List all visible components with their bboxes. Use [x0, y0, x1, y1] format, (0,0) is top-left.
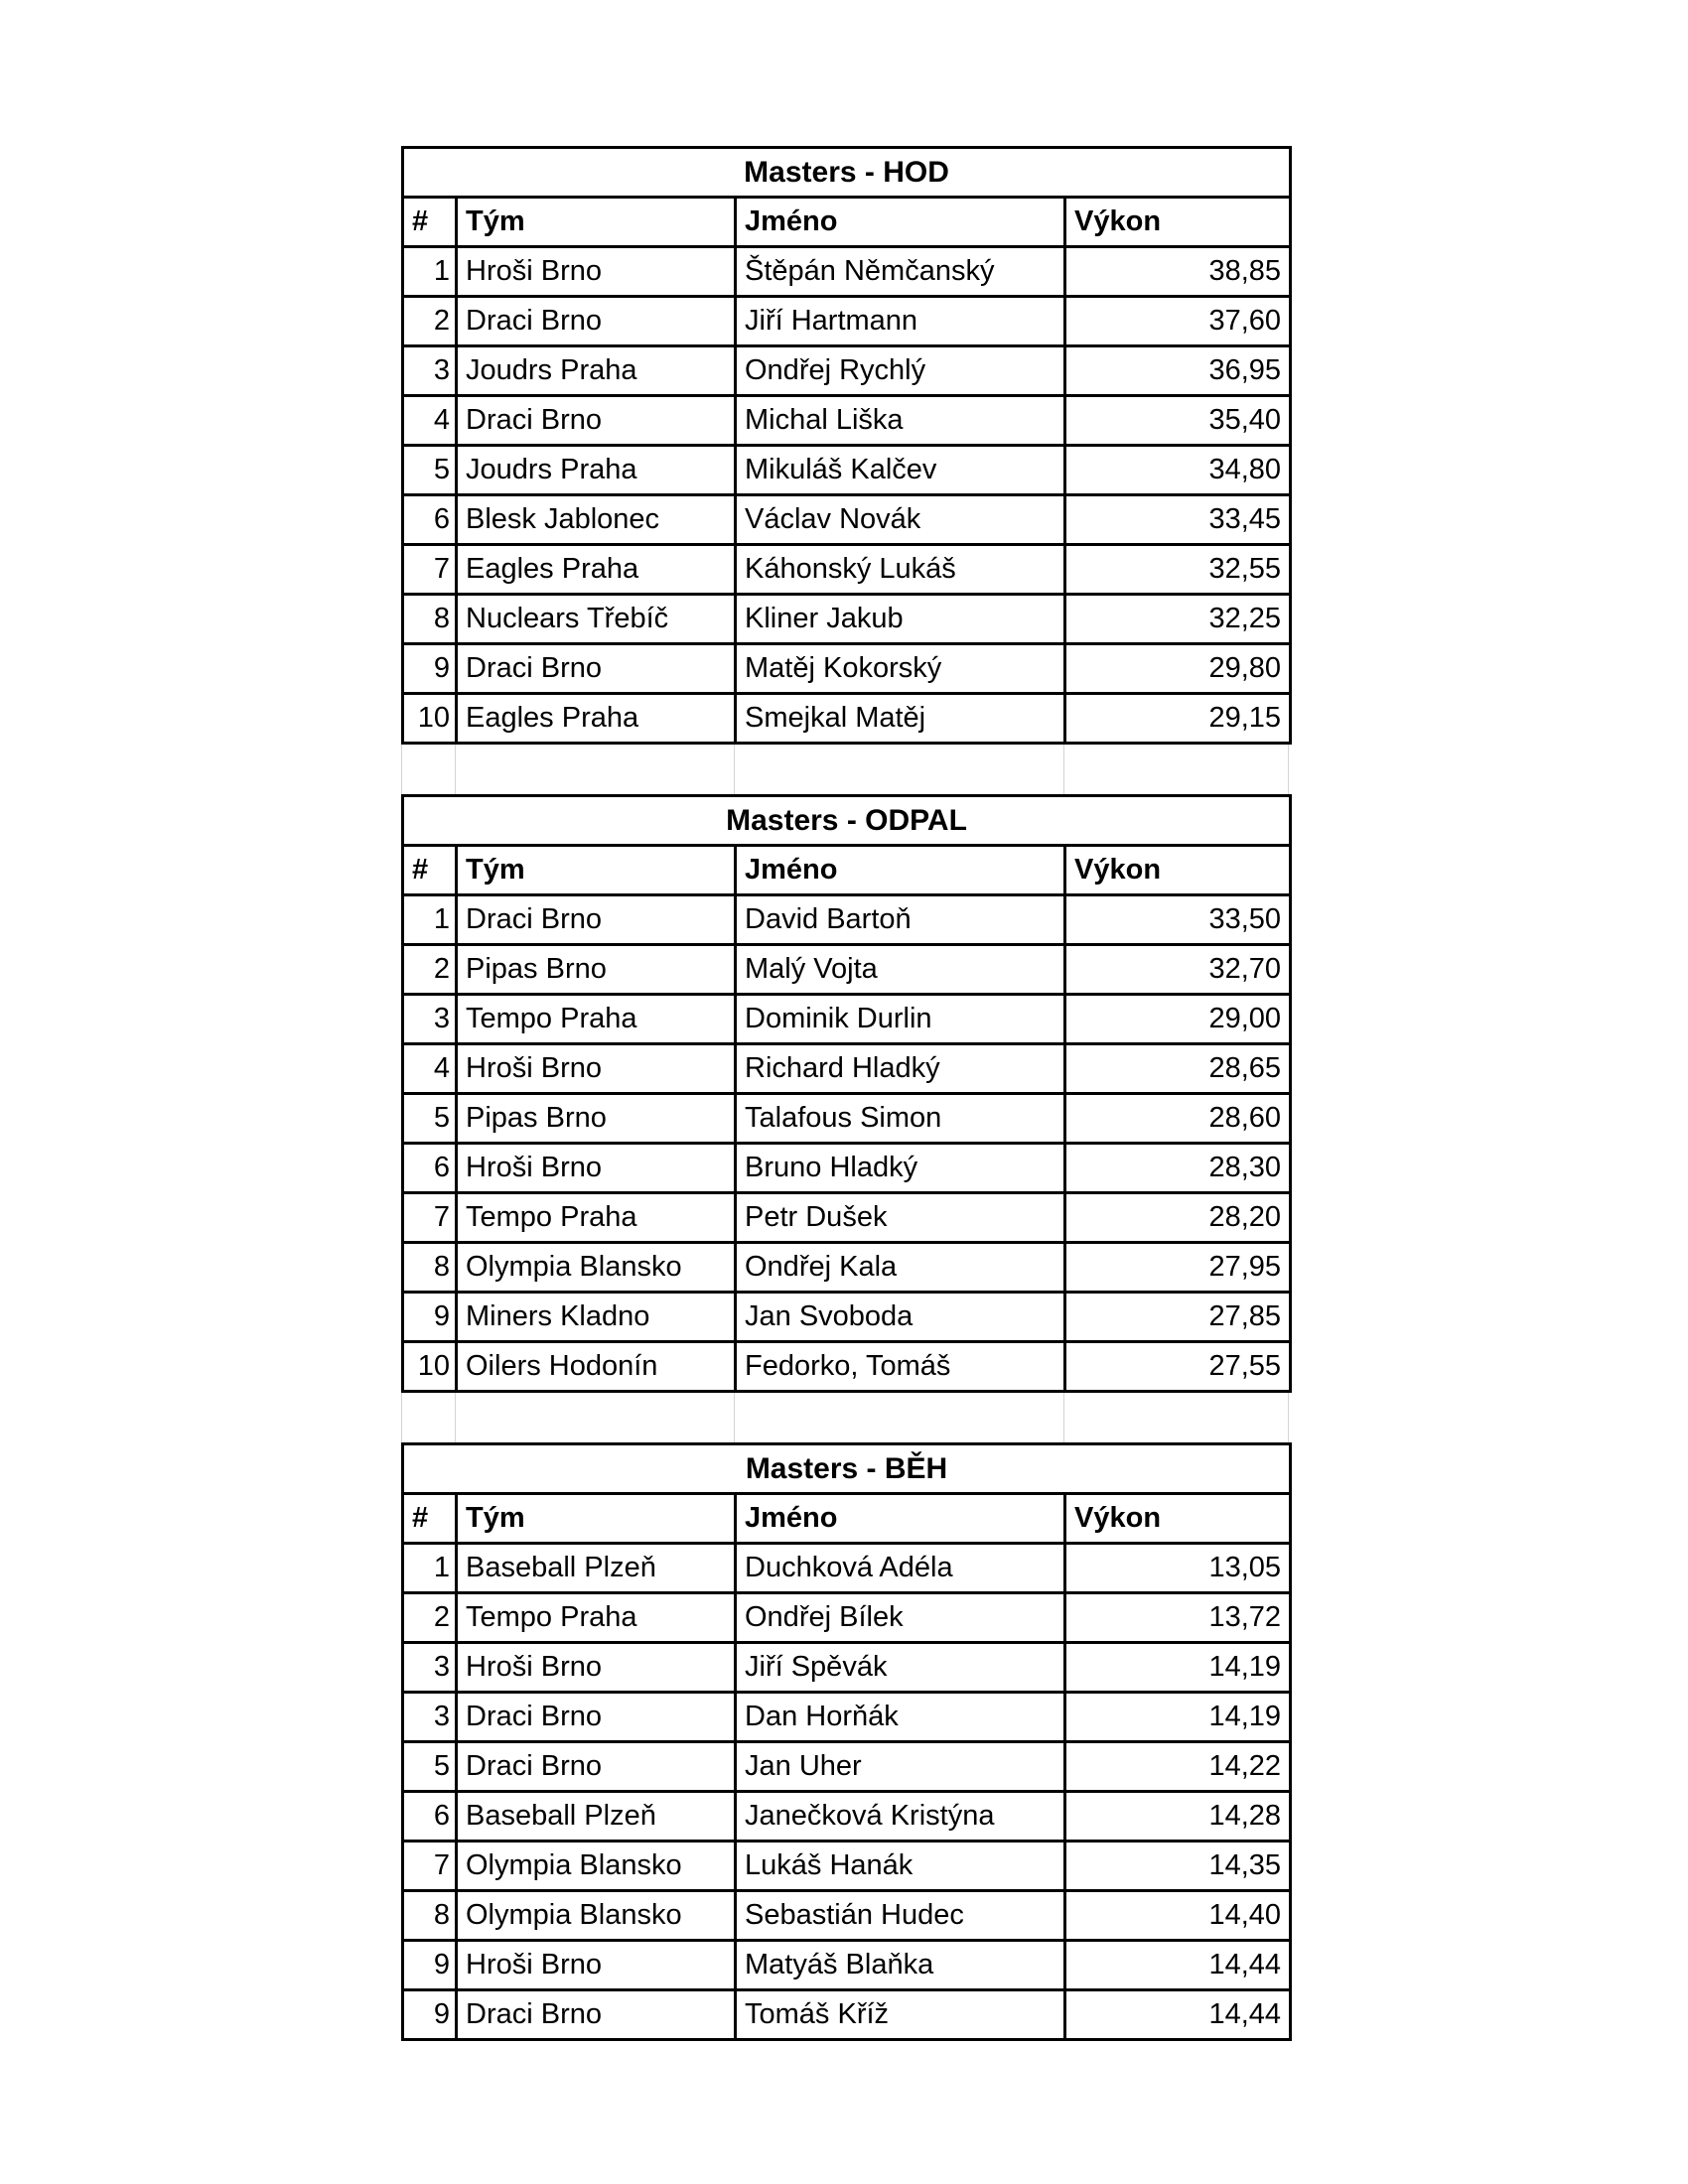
name-cell: Janečková Kristýna [736, 1792, 1065, 1842]
rank-cell: 7 [403, 1193, 457, 1243]
team-cell: Joudrs Praha [457, 346, 736, 396]
table-row [403, 694, 1291, 744]
table-row [403, 396, 1291, 446]
rank-cell: 4 [403, 396, 457, 446]
name-cell: Mikuláš Kalčev [736, 446, 1065, 495]
performance-cell: 29,15 [1065, 694, 1291, 744]
table-header-row [403, 198, 1291, 247]
rank-cell: 8 [403, 1243, 457, 1293]
name-cell: Dan Horňák [736, 1693, 1065, 1742]
table-row [403, 1094, 1291, 1144]
table-row [403, 346, 1291, 396]
team-cell: Draci Brno [457, 297, 736, 346]
team-cell: Draci Brno [457, 1742, 736, 1792]
performance-cell: 37,60 [1065, 297, 1291, 346]
performance-cell: 38,85 [1065, 247, 1291, 297]
team-cell: Tempo Praha [457, 1593, 736, 1643]
rank-cell: 7 [403, 545, 457, 595]
team-cell: Hroši Brno [457, 1044, 736, 1094]
table-row [403, 247, 1291, 297]
rank-cell: 2 [403, 1593, 457, 1643]
table-row [403, 1342, 1291, 1392]
table-row [403, 1193, 1291, 1243]
performance-cell: 33,45 [1065, 495, 1291, 545]
spacer-cell [734, 745, 1063, 794]
name-cell: Ondřej Kala [736, 1243, 1065, 1293]
rank-cell: 2 [403, 297, 457, 346]
team-cell: Eagles Praha [457, 694, 736, 744]
name-cell: Kliner Jakub [736, 595, 1065, 644]
performance-cell: 27,55 [1065, 1342, 1291, 1392]
team-cell: Draci Brno [457, 644, 736, 694]
performance-cell: 32,55 [1065, 545, 1291, 595]
rank-cell: 3 [403, 995, 457, 1044]
rank-cell: 9 [403, 1990, 457, 2040]
section-spacer [401, 745, 1289, 794]
performance-cell: 14,22 [1065, 1742, 1291, 1792]
table-row [403, 995, 1291, 1044]
team-cell: Hroši Brno [457, 1941, 736, 1990]
team-cell: Pipas Brno [457, 1094, 736, 1144]
table-row [403, 446, 1291, 495]
team-cell: Nuclears Třebíč [457, 595, 736, 644]
name-header: Jméno [736, 198, 1065, 247]
name-cell: Jiří Spěvák [736, 1643, 1065, 1693]
spacer-cell [401, 1393, 455, 1442]
table-row [403, 945, 1291, 995]
table-row [403, 545, 1291, 595]
rank-cell: 5 [403, 1094, 457, 1144]
name-cell: David Bartoň [736, 895, 1065, 945]
performance-cell: 29,00 [1065, 995, 1291, 1044]
name-cell: Jiří Hartmann [736, 297, 1065, 346]
rank-cell: 9 [403, 644, 457, 694]
performance-cell: 36,95 [1065, 346, 1291, 396]
table-title: Masters - HOD [403, 148, 1291, 198]
name-cell: Dominik Durlin [736, 995, 1065, 1044]
rank-cell: 2 [403, 945, 457, 995]
name-cell: Bruno Hladký [736, 1144, 1065, 1193]
performance-cell: 13,05 [1065, 1544, 1291, 1593]
team-cell: Draci Brno [457, 895, 736, 945]
team-cell: Hroši Brno [457, 247, 736, 297]
rank-cell: 6 [403, 1144, 457, 1193]
table-header-row [403, 1494, 1291, 1544]
table-row [403, 595, 1291, 644]
rank-cell: 3 [403, 346, 457, 396]
table-row [403, 1792, 1291, 1842]
name-cell: Duchková Adéla [736, 1544, 1065, 1593]
performance-cell: 14,44 [1065, 1941, 1291, 1990]
rank-cell: 6 [403, 1792, 457, 1842]
spacer-cell [734, 1393, 1063, 1442]
rank-cell: 3 [403, 1693, 457, 1742]
performance-cell: 14,28 [1065, 1792, 1291, 1842]
results-table [401, 1442, 1292, 2041]
performance-cell: 13,72 [1065, 1593, 1291, 1643]
results-sheet [401, 146, 1289, 2041]
performance-cell: 27,85 [1065, 1293, 1291, 1342]
rank-cell: 8 [403, 595, 457, 644]
team-cell: Tempo Praha [457, 1193, 736, 1243]
performance-cell: 14,40 [1065, 1891, 1291, 1941]
performance-header: Výkon [1065, 1494, 1291, 1544]
table-row [403, 495, 1291, 545]
spacer-cell [1063, 1393, 1289, 1442]
team-cell: Eagles Praha [457, 545, 736, 595]
performance-cell: 14,19 [1065, 1693, 1291, 1742]
team-cell: Joudrs Praha [457, 446, 736, 495]
table-row [403, 1990, 1291, 2040]
spacer-cell [455, 745, 734, 794]
name-cell: Ondřej Bílek [736, 1593, 1065, 1643]
name-cell: Tomáš Kříž [736, 1990, 1065, 2040]
performance-cell: 28,30 [1065, 1144, 1291, 1193]
team-cell: Baseball Plzeň [457, 1792, 736, 1842]
name-cell: Malý Vojta [736, 945, 1065, 995]
team-cell: Miners Kladno [457, 1293, 736, 1342]
performance-cell: 14,44 [1065, 1990, 1291, 2040]
performance-cell: 28,20 [1065, 1193, 1291, 1243]
performance-cell: 27,95 [1065, 1243, 1291, 1293]
table-row [403, 1593, 1291, 1643]
name-cell: Smejkal Matěj [736, 694, 1065, 744]
results-table [401, 794, 1292, 1393]
name-cell: Matěj Kokorský [736, 644, 1065, 694]
rank-cell: 8 [403, 1891, 457, 1941]
spacer-cell [455, 1393, 734, 1442]
performance-cell: 34,80 [1065, 446, 1291, 495]
table-row [403, 1144, 1291, 1193]
name-cell: Václav Novák [736, 495, 1065, 545]
name-cell: Jan Uher [736, 1742, 1065, 1792]
rank-cell: 9 [403, 1293, 457, 1342]
name-cell: Matyáš Blaňka [736, 1941, 1065, 1990]
team-cell: Olympia Blansko [457, 1891, 736, 1941]
table-row [403, 1941, 1291, 1990]
rank-cell: 1 [403, 247, 457, 297]
table-row [403, 1544, 1291, 1593]
table-title-row [403, 796, 1291, 846]
rank-cell: 9 [403, 1941, 457, 1990]
table-title: Masters - ODPAL [403, 796, 1291, 846]
team-cell: Pipas Brno [457, 945, 736, 995]
performance-cell: 32,70 [1065, 945, 1291, 995]
section-spacer [401, 1393, 1289, 1442]
table-title: Masters - BĚH [403, 1444, 1291, 1494]
team-cell: Draci Brno [457, 396, 736, 446]
spacer-cell [1063, 745, 1289, 794]
rank-cell: 1 [403, 895, 457, 945]
team-cell: Baseball Plzeň [457, 1544, 736, 1593]
table-row [403, 1243, 1291, 1293]
performance-cell: 32,25 [1065, 595, 1291, 644]
name-cell: Jan Svoboda [736, 1293, 1065, 1342]
table-row [403, 1891, 1291, 1941]
name-cell: Sebastián Hudec [736, 1891, 1065, 1941]
performance-header: Výkon [1065, 198, 1291, 247]
rank-cell: 3 [403, 1643, 457, 1693]
rank-cell: 7 [403, 1842, 457, 1891]
performance-cell: 28,65 [1065, 1044, 1291, 1094]
rank-cell: 10 [403, 694, 457, 744]
team-cell: Blesk Jablonec [457, 495, 736, 545]
table-row [403, 1293, 1291, 1342]
rank-cell: 10 [403, 1342, 457, 1392]
spacer-cell [401, 745, 455, 794]
table-row [403, 895, 1291, 945]
team-cell: Hroši Brno [457, 1643, 736, 1693]
performance-cell: 35,40 [1065, 396, 1291, 446]
team-cell: Oilers Hodonín [457, 1342, 736, 1392]
name-cell: Michal Liška [736, 396, 1065, 446]
performance-cell: 29,80 [1065, 644, 1291, 694]
table-title-row [403, 1444, 1291, 1494]
table-row [403, 644, 1291, 694]
team-cell: Hroši Brno [457, 1144, 736, 1193]
performance-cell: 14,35 [1065, 1842, 1291, 1891]
performance-cell: 28,60 [1065, 1094, 1291, 1144]
team-header: Tým [457, 198, 736, 247]
name-cell: Ondřej Rychlý [736, 346, 1065, 396]
rank-cell: 1 [403, 1544, 457, 1593]
team-cell: Olympia Blansko [457, 1243, 736, 1293]
name-cell: Káhonský Lukáš [736, 545, 1065, 595]
name-cell: Lukáš Hanák [736, 1842, 1065, 1891]
name-cell: Štěpán Němčanský [736, 247, 1065, 297]
table-row [403, 297, 1291, 346]
performance-cell: 33,50 [1065, 895, 1291, 945]
name-header: Jméno [736, 846, 1065, 895]
rank-cell: 6 [403, 495, 457, 545]
name-cell: Fedorko, Tomáš [736, 1342, 1065, 1392]
table-row [403, 1742, 1291, 1792]
team-cell: Olympia Blansko [457, 1842, 736, 1891]
rank-header: # [403, 846, 457, 895]
name-cell: Richard Hladký [736, 1044, 1065, 1094]
team-cell: Tempo Praha [457, 995, 736, 1044]
rank-cell: 5 [403, 446, 457, 495]
table-header-row [403, 846, 1291, 895]
table-title-row [403, 148, 1291, 198]
name-header: Jméno [736, 1494, 1065, 1544]
team-header: Tým [457, 846, 736, 895]
team-cell: Draci Brno [457, 1990, 736, 2040]
table-row [403, 1643, 1291, 1693]
performance-cell: 14,19 [1065, 1643, 1291, 1693]
name-cell: Petr Dušek [736, 1193, 1065, 1243]
name-cell: Talafous Simon [736, 1094, 1065, 1144]
table-row [403, 1693, 1291, 1742]
rank-header: # [403, 198, 457, 247]
results-table [401, 146, 1292, 745]
rank-cell: 5 [403, 1742, 457, 1792]
performance-header: Výkon [1065, 846, 1291, 895]
table-row [403, 1044, 1291, 1094]
rank-cell: 4 [403, 1044, 457, 1094]
team-cell: Draci Brno [457, 1693, 736, 1742]
rank-header: # [403, 1494, 457, 1544]
table-row [403, 1842, 1291, 1891]
team-header: Tým [457, 1494, 736, 1544]
